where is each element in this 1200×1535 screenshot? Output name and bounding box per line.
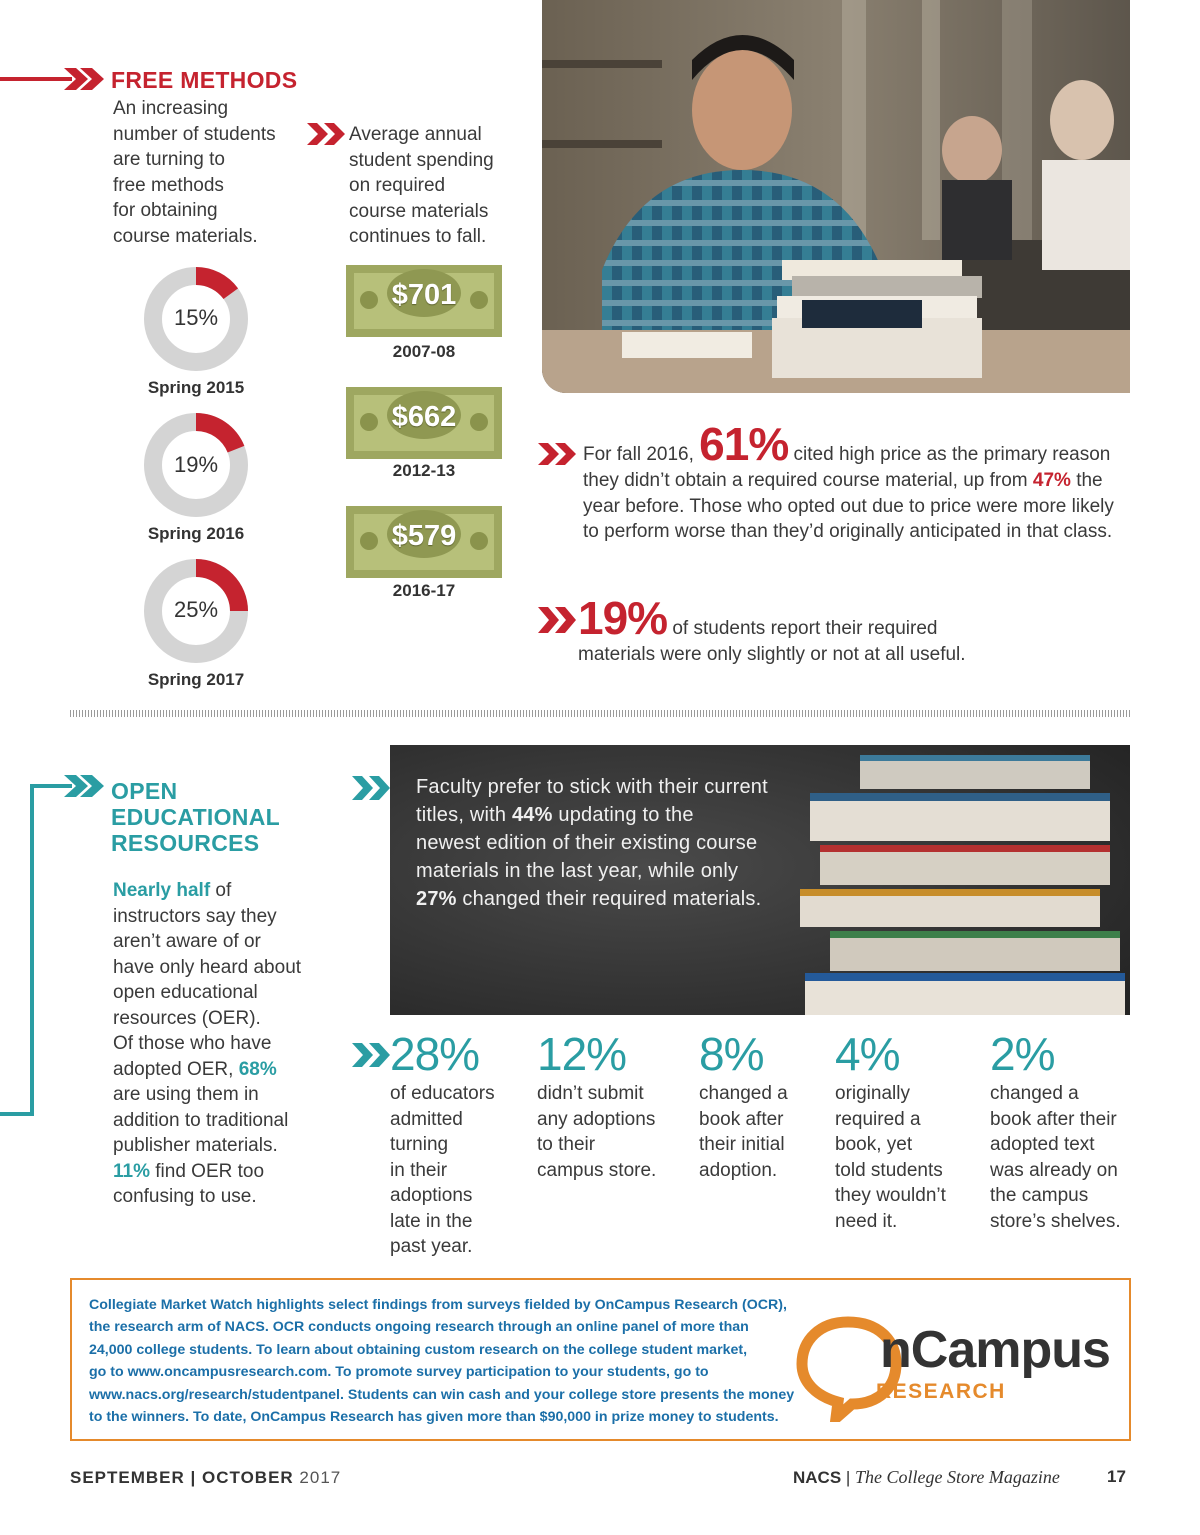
donut-value: 25% <box>173 597 219 622</box>
bill-value: $579 <box>391 520 457 552</box>
bill-year: 2007-08 <box>392 342 456 361</box>
oer-stat-4: 4% originally required a book, yet told students they wouldn’t need it. <box>835 1027 980 1234</box>
bill-value: $701 <box>391 279 457 311</box>
student-library-photo <box>542 0 1130 393</box>
stat-value: 12% <box>537 1028 627 1080</box>
magazine-name: NACS | The College Store Magazine <box>793 1467 1060 1487</box>
stat-value: 4% <box>835 1028 900 1080</box>
donut-spring-2015 <box>126 265 266 398</box>
oer-stat-2: 2% changed a book after their adopted text was already on the campus store’s shelves. <box>990 1027 1140 1234</box>
free-methods-intro: An increasing number of students are turning to free methods for obtaining course materials. <box>113 98 276 247</box>
donut-value: 15% <box>173 305 219 330</box>
oer-paragraph: Nearly half of instructors say they aren’t aware of or have only heard about open educational resources (OER). Of those who have adopted OER, 68% are using them in addition to traditional publisher materials. 11% find OER too confusing to use. <box>113 880 302 1207</box>
donut-label: Spring 2015 <box>147 378 245 397</box>
donut-label: Spring 2017 <box>147 670 245 689</box>
oncampus-description: Collegiate Market Watch highlights select findings from surveys fielded by OnCampus Research (OCR), the research arm of NACS. OCR conducts ongoing research through an online panel of more than 24,000 college students. To learn about obtaining custom research on the college student market, go to www.oncampusresearch.com. To promote survey participation to your students, go to www.nacs.org/research/studentpanel. Students can win cash and your college store presents the money to the winners. To date, OnCampus Research has given more than $90,000 in prize money to students. <box>89 1297 795 1426</box>
logo-text: nCampus <box>880 1321 1110 1379</box>
dollar-bill-2016 <box>346 506 502 578</box>
issue-date: SEPTEMBER | OCTOBER 2017 <box>70 1468 342 1487</box>
oer-stat-8: 8% changed a book after their initial adoption. <box>699 1027 829 1183</box>
red-chevrons-icon <box>538 441 580 467</box>
stat-19-paragraph: 19% of students report their required materials were only slightly or not at all useful. <box>578 592 966 665</box>
red-chevrons-icon <box>538 605 580 635</box>
teal-bracket-arrow <box>0 770 110 1120</box>
logo-subtext: RESEARCH <box>876 1380 1006 1403</box>
donut-spring-2017 <box>126 557 266 690</box>
stat-19-value: 19% <box>578 592 668 644</box>
stat-61-paragraph: For fall 2016, 61% cited high price as the primary reason they didn’t obtain a required course material, up from 47% the year before. Those who opted out due to price were more likely to perform worse than they’d originally anticipated in that class. <box>583 418 1114 542</box>
teal-chevrons-icon <box>352 774 394 802</box>
dollar-bill-2012 <box>346 387 502 459</box>
section-divider <box>70 710 1130 717</box>
dollar-bill-2007 <box>346 265 502 337</box>
red-arrow-line <box>0 62 110 98</box>
donut-value: 19% <box>173 452 219 477</box>
stat-61-value: 61% <box>699 418 789 470</box>
bill-value: $662 <box>391 401 457 433</box>
oer-stat-12: 12% didn’t submit any adoptions to their campus store. <box>537 1027 687 1183</box>
bill-year: 2016-17 <box>392 581 456 600</box>
spending-intro: Average annual student spending on required course materials continues to fall. <box>349 124 494 247</box>
red-chevrons-icon <box>307 121 349 147</box>
chalkboard-text: Faculty prefer to stick with their current titles, with 44% updating to the newest edition of their existing course materials in the last year, while only 27% changed their required materials. <box>416 776 768 910</box>
stat-value: 2% <box>990 1028 1055 1080</box>
page-number: 17 <box>1107 1467 1126 1486</box>
free-methods-title: FREE METHODS <box>111 67 298 93</box>
stat-value: 28% <box>390 1028 480 1080</box>
bill-year: 2012-13 <box>392 461 456 480</box>
oer-title: OPEN EDUCATIONAL RESOURCES <box>111 778 280 856</box>
stat-value: 8% <box>699 1028 764 1080</box>
oncampus-research-logo <box>796 1316 1116 1426</box>
donut-label: Spring 2016 <box>147 524 245 543</box>
teal-chevrons-icon <box>352 1041 394 1069</box>
oer-stat-28: 28% of educators admitted turning in their adoptions late in the past year. <box>390 1027 530 1260</box>
